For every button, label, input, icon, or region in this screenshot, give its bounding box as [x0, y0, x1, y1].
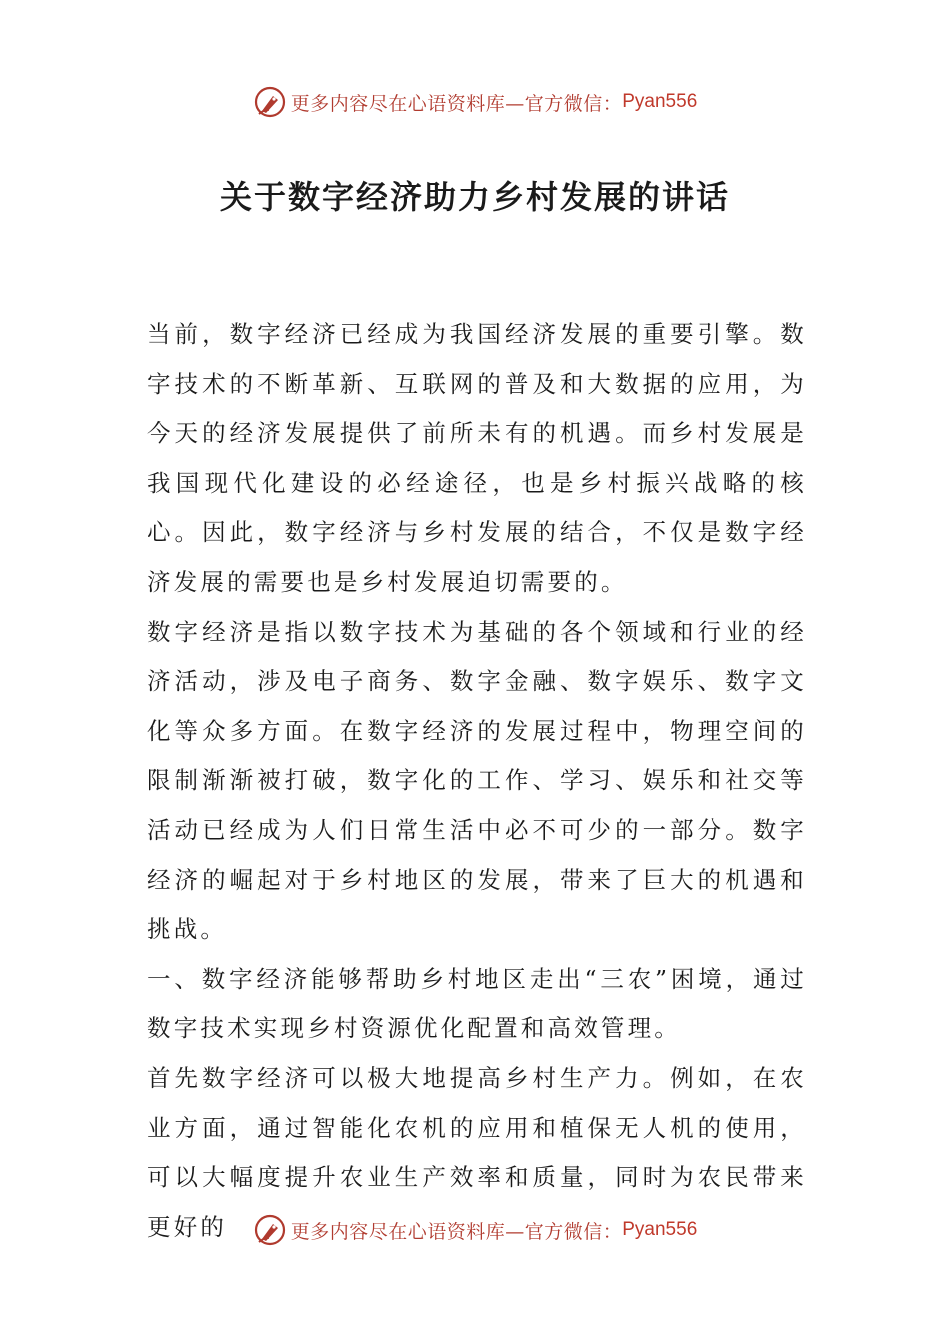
footer-banner — [0, 1210, 950, 1250]
document-body — [147, 310, 807, 1252]
banner-text: 更多内容尽在心语资料库—官方微信： — [290, 92, 623, 115]
banner-text: 更多内容尽在心语资料库—官方微信： — [290, 1220, 623, 1243]
pen-nib-logo-icon — [253, 85, 287, 119]
paragraph: 当前，数字经济已经成为我国经济发展的重要引擎。数字技术的不断革新、互联网的普及和大数据的应用，为今天的经济发展提供了前所未有的机遇。而乡村发展是我国现代化建设的必经途径，也是乡村振兴战略的核心。因此，数字经济与乡村发展的结合，不仅是数字经济发展的需要也是乡村发展迫切需要的。 — [147, 320, 807, 596]
wechat-id: Pyan556 — [622, 1219, 698, 1240]
paragraph: 数字经济是指以数字技术为基础的各个领域和行业的经济活动，涉及电子商务、数字金融、数字娱乐、数字文化等众多方面。在数字经济的发展过程中，物理空间的限制渐渐被打破，数字化的工作、学习、娱乐和社交等活动已经成为人们日常生活中必不可少的一部分。数字经济的崛起对于乡村地区的发展，带来了巨大的机遇和挑战。 — [147, 617, 807, 944]
document-title: 关于数字经济助力乡村发展的讲话 — [219, 178, 730, 216]
section-heading: 一、数字经济能够帮助乡村地区走出“三农”困境，通过数字技术实现乡村资源优化配置和高效管理。 — [147, 964, 807, 1043]
paragraph: 首先数字经济可以极大地提高乡村生产力。例如，在农业方面，通过智能化农机的应用和植保无人机的使用，可以大幅度提升农业生产效率和质量，同时为农民带来更好的 — [147, 1063, 807, 1241]
pen-nib-logo-icon — [253, 1213, 287, 1247]
wechat-id: Pyan556 — [622, 91, 698, 112]
header-banner — [0, 82, 950, 122]
